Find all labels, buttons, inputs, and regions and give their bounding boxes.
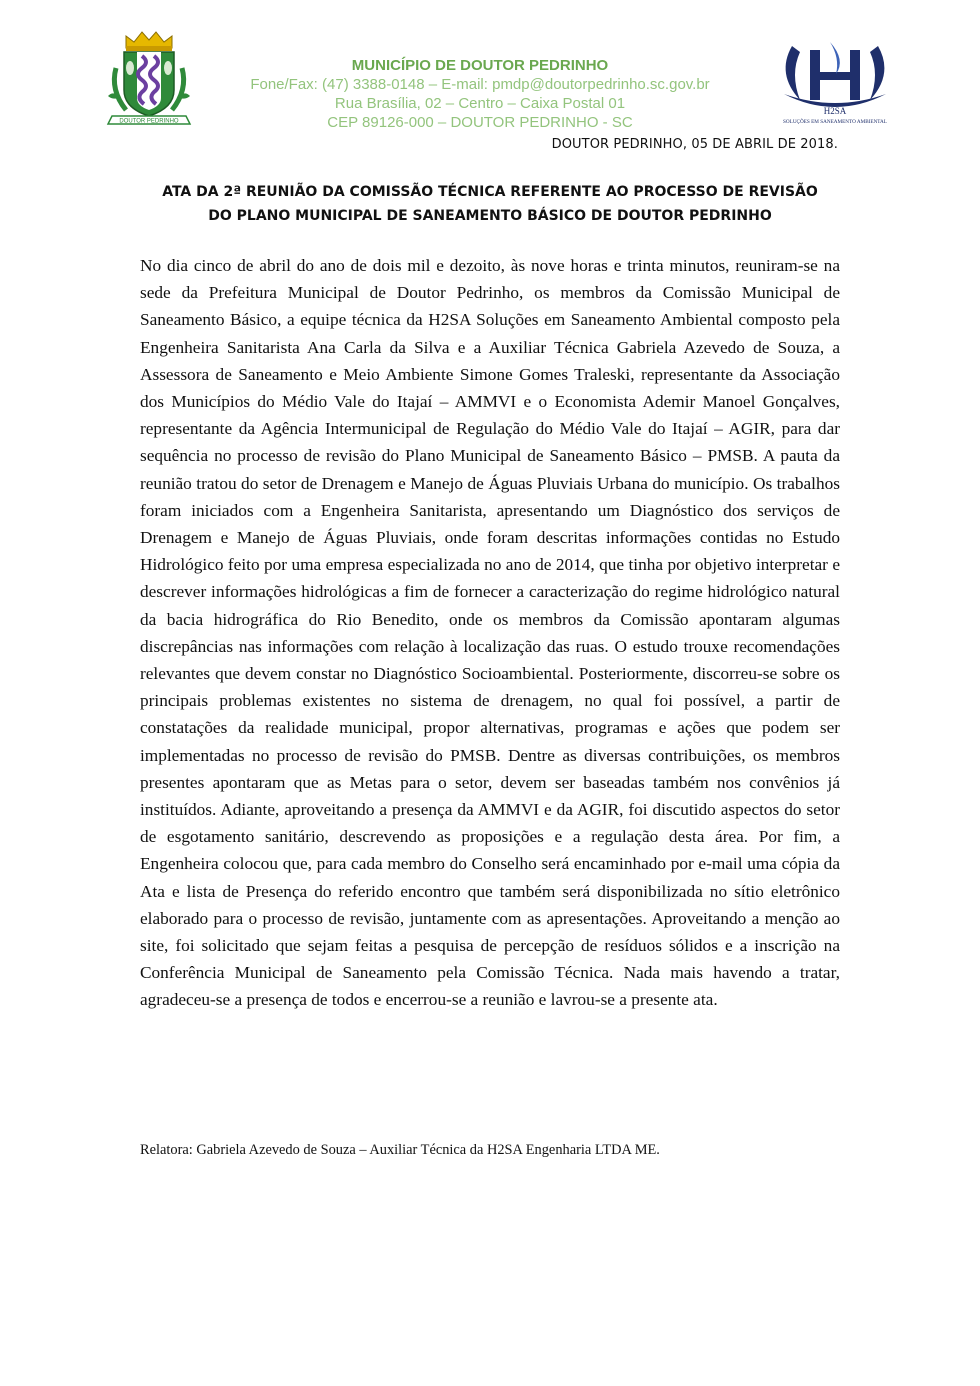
title-line-1: ATA DA 2ª REUNIÃO DA COMISSÃO TÉCNICA REFERENTE AO PROCESSO DE REVISÃO [162,184,818,200]
document-date: DOUTOR PEDRINHO, 05 DE ABRIL DE 2018. [551,137,838,152]
cep-line: CEP 89126-000 – DOUTOR PEDRINHO - SC [327,114,633,131]
reporter-signature-line: Relatora: Gabriela Azevedo de Souza – Auxiliar Técnica da H2SA Engenharia LTDA ME. [140,1142,660,1158]
letterhead [200,56,760,132]
contact-line: Fone/Fax: (47) 3388-0148 – E-mail: pmdp@doutorpedrinho.sc.gov.br [250,76,710,93]
title-line-2: DO PLANO MUNICIPAL DE SANEAMENTO BÁSICO DE DOUTOR PEDRINHO [208,208,772,224]
municipal-crest-logo [104,28,194,132]
h2sa-logo-tagline: SOLUÇÕES EM SANEAMENTO AMBIENTAL [783,119,887,125]
document-title [100,180,880,228]
municipality-name: MUNICÍPIO DE DOUTOR PEDRINHO [351,57,609,74]
h2sa-logo [770,34,900,130]
address-line: Rua Brasília, 02 – Centro – Caixa Postal 01 [334,95,626,112]
h2sa-logo-name: H2SA [823,106,847,116]
crest-banner-text: DOUTOR PEDRINHO [119,118,179,125]
minutes-body-text: No dia cinco de abril do ano de dois mil e dezoito, às nove horas e trinta minutos, reuniram-se na sede da Prefeitura Municipal de Doutor Pedrinho, os membros da Comissão Municipal de Saneamento Básico, a equipe técnica da H2SA Soluções em Saneamento Ambiental composto pela Engenheira Sanitarista Ana Carla da Silva e a Auxiliar Técnica Gabriela Azevedo de Souza, a Assessora de Saneamento e Meio Ambiente Simone Gomes Traleski, representante da Associação dos Municípios do Médio Vale do Itajaí – AMMVI e o Economista Ademir Manoel Gonçalves, representante da Agência Intermunicipal de Regulação do Médio Vale do Itajaí – AGIR, para dar sequência no processo de revisão do Plano Municipal de Saneamento Básico – PMSB. A pauta da reunião tratou do setor de Drenagem e Manejo de Águas Pluviais Urbana do município. Os trabalhos foram iniciados com a Engenheira Sanitarista, apresentando um Diagnóstico dos serviços de Drenagem e Manejo de Águas Pluviais, onde foram descritas informações contidas no Estudo Hidrológico feito por uma empresa especializada no ano de 2014, que tinha por objetivo interpretar e descrever informações hidrológicas a fim de fornecer a caracterização do regime hidrológico natural da bacia hidrográfica do Rio Benedito, onde os membros da Comissão apontaram algumas discrepâncias nas informações com relação à localização das ruas. O estudo trouxe recomendações relevantes que devem constar no Diagnóstico Socioambiental. Posteriormente, discorreu-se sobre os principais problemas existentes no sistema de drenagem, no qual foi possível, a partir de constatações da realidade municipal, propor alternativas, programas e ações que podem ser implementadas no processo de revisão do PMSB. Dentre as diversas contribuições, os membros presentes apontaram que as Metas para o setor, devem ser baseadas também nos convênios já instituídos. Adiante, aproveitando a presença da AMMVI e da AGIR, foi discutido aspectos do setor de esgotamento sanitário, descrevendo as proposições e a regulação desta área. Por fim, a Engenheira colocou que, para cada membro do Conselho será encaminhado por e-mail uma cópia da Ata e lista de Presença do referido encontro que também será disponibilizada no sítio eletrônico elaborado para o processo de revisão, juntamente com as apresentações. Aproveitando a menção ao site, foi solicitado que sejam feitas a pesquisa de percepção de resíduos sólidos e a inscrição na Conferência Municipal de Saneamento pela Comissão Técnica. Nada mais havendo a tratar, agradeceu-se a presença de todos e encerrou-se a reunião e lavrou-se a presente ata. [140,256,840,1010]
